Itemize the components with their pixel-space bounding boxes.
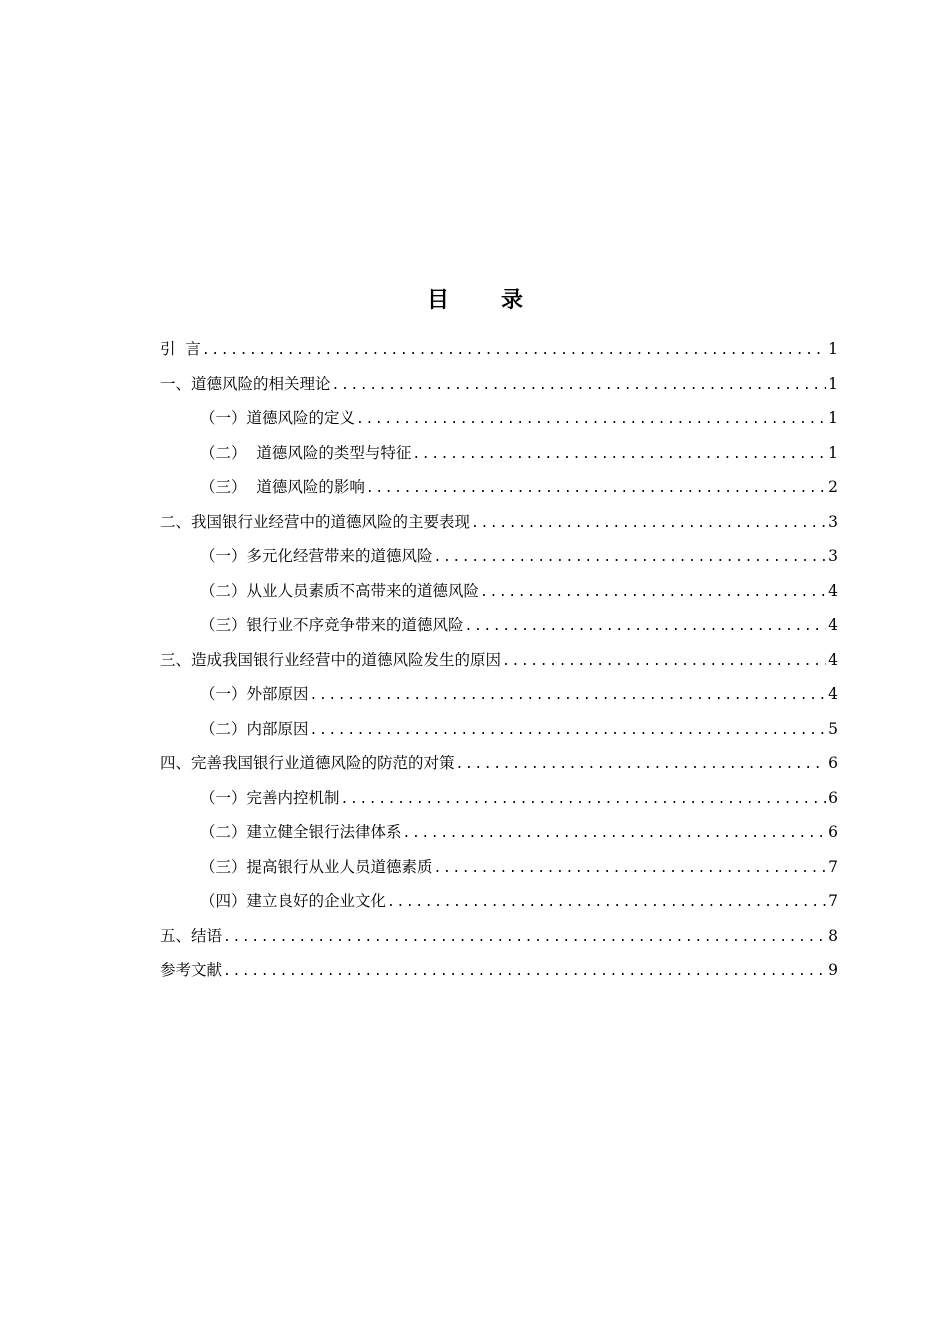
toc-entry[interactable] [160, 712, 838, 747]
toc-leader-dots [202, 334, 826, 369]
toc-entry-label: 引 言 [160, 340, 201, 358]
toc-leader-dots [480, 576, 826, 611]
toc-leader-dots [471, 507, 826, 542]
toc-entry-label: （三） 道德风险的影响 [200, 478, 365, 496]
toc-entry[interactable] [160, 608, 838, 643]
toc-entry-page: 5 [828, 719, 838, 738]
toc-leader-dots [310, 679, 826, 714]
toc-entry[interactable] [160, 850, 838, 885]
toc-entry-page: 2 [828, 478, 838, 496]
toc-entry[interactable] [160, 574, 838, 609]
toc-leader-dots [310, 714, 826, 749]
toc-entry-page: 1 [828, 409, 838, 427]
toc-entry-page: 7 [828, 857, 838, 876]
toc-entry-page: 4 [828, 616, 838, 634]
toc-entry[interactable] [160, 884, 838, 919]
toc-entry-label: 三、造成我国银行业经营中的道德风险发生的原因 [160, 650, 502, 669]
toc-entry-label: （一）完善内控机制 [200, 788, 340, 807]
toc-entry-page: 8 [828, 926, 838, 945]
toc-leader-dots [403, 817, 826, 852]
toc-entry-label: 二、我国银行业经营中的道德风险的主要表现 [160, 512, 471, 531]
toc-entry-page: 1 [828, 374, 838, 393]
toc-entry-label: （二）从业人员素质不高带来的道德风险 [200, 581, 480, 600]
toc-entry[interactable] [160, 367, 838, 402]
toc-entry[interactable] [160, 539, 838, 574]
toc-leader-dots [332, 369, 826, 404]
toc-list [160, 332, 838, 988]
toc-entry-page: 3 [828, 512, 838, 531]
toc-entry-label: 参考文献 [160, 961, 223, 979]
toc-entry[interactable] [160, 505, 838, 540]
toc-entry-label: （二）内部原因 [200, 719, 309, 738]
toc-leader-dots [456, 748, 826, 783]
toc-entry-label: （二） 道德风险的类型与特征 [200, 443, 412, 462]
toc-leader-dots [341, 783, 826, 818]
toc-leader-dots [223, 921, 826, 956]
toc-entry-label: （一）多元化经营带来的道德风险 [200, 547, 433, 565]
toc-entry-label: 一、道德风险的相关理论 [160, 374, 331, 393]
toc-entry[interactable] [160, 643, 838, 678]
toc-entry[interactable] [160, 401, 838, 436]
toc-entry[interactable] [160, 815, 838, 850]
toc-entry[interactable] [160, 746, 838, 781]
toc-entry-page: 7 [828, 892, 838, 910]
toc-leader-dots [356, 403, 826, 438]
toc-title-char-2: 录 [501, 288, 524, 313]
toc-entry-page: 6 [828, 754, 838, 772]
toc-title-char-1: 目 [426, 288, 449, 313]
toc-entry-label: 五、结语 [160, 926, 223, 945]
toc-entry-page: 4 [828, 685, 838, 703]
toc-entry[interactable] [160, 470, 838, 505]
toc-entry-label: （一）道德风险的定义 [200, 409, 356, 427]
toc-entry[interactable] [160, 332, 838, 367]
toc-leader-dots [387, 886, 826, 921]
toc-title [0, 283, 950, 314]
toc-entry-page: 3 [828, 547, 838, 565]
toc-entry-label: （三）提高银行从业人员道德素质 [200, 857, 433, 876]
toc-entry-label: 四、完善我国银行业道德风险的防范的对策 [160, 754, 455, 772]
toc-entry-page: 1 [828, 443, 838, 462]
toc-entry-page: 6 [828, 788, 838, 807]
toc-entry-page: 4 [828, 650, 838, 669]
toc-entry[interactable] [160, 436, 838, 471]
toc-entry-page: 1 [828, 340, 838, 358]
toc-leader-dots [434, 852, 826, 887]
toc-leader-dots [223, 955, 826, 990]
toc-entry[interactable] [160, 677, 838, 712]
toc-entry-label: （一）外部原因 [200, 685, 309, 703]
toc-entry[interactable] [160, 953, 838, 988]
toc-leader-dots [366, 472, 826, 507]
toc-leader-dots [502, 645, 826, 680]
toc-entry-page: 4 [828, 581, 838, 600]
toc-entry[interactable] [160, 919, 838, 954]
toc-entry-label: （三）银行业不序竞争带来的道德风险 [200, 616, 464, 634]
toc-entry-label: （四）建立良好的企业文化 [200, 892, 387, 910]
toc-entry-page: 6 [828, 823, 838, 841]
toc-leader-dots [412, 438, 826, 473]
toc-entry[interactable] [160, 781, 838, 816]
toc-leader-dots [434, 541, 826, 576]
toc-leader-dots [465, 610, 826, 645]
toc-entry-label: （二）建立健全银行法律体系 [200, 823, 402, 841]
toc-entry-page: 9 [828, 961, 838, 979]
